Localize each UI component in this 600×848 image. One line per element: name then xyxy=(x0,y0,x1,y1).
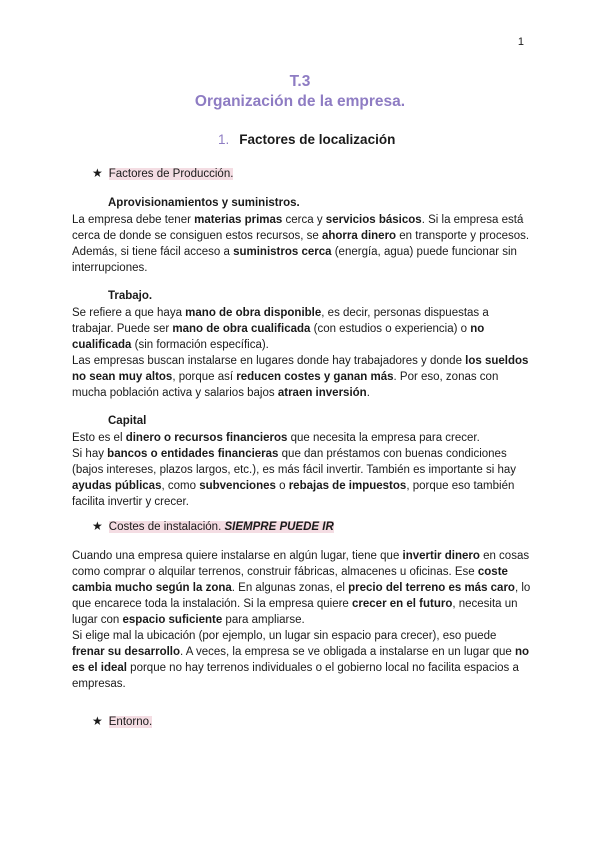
aprovisionamientos-heading: Aprovisionamientos y suministros. xyxy=(108,197,300,209)
trabajo-paragraph-1: Se refiere a que haya mano de obra disponible, es decir, personas dispuestas a trabajar. Puede ser mano de obra cualificada (con estudios o experiencia) o no cualificada (sin formación específica). xyxy=(72,307,489,351)
aprovisionamientos-paragraph: La empresa debe tener materias primas cerca y servicios básicos. Si la empresa está cerca de donde se consiguen estos recursos, se ahorra dinero en transporte y procesos. Además, si tiene fácil acceso a suministros cerca (energía, agua) puede funcionar sin interrupciones. xyxy=(72,214,530,274)
document-title xyxy=(0,72,600,112)
section-label: Factores de localización xyxy=(239,132,396,147)
trabajo-heading: Trabajo. xyxy=(108,290,153,302)
page-number: 1 xyxy=(517,36,524,48)
bullet-label: Costes de instalación. SIEMPRE PUEDE IR xyxy=(108,521,334,533)
star-icon: ★ xyxy=(92,166,103,180)
section-heading xyxy=(218,132,395,147)
capital-paragraph-2: Si hay bancos o entidades financieras que dan préstamos con buenas condiciones (bajos intereses, plazos largos, etc.), es más fácil invertir. También es importante si hay ayudas públicas, como subvenciones o rebajas de impuestos, porque eso también facilita invertir y crecer. xyxy=(72,448,517,508)
costes-paragraph-2: Si elige mal la ubicación (por ejemplo, un lugar sin espacio para crecer), eso puede frenar su desarrollo. A veces, la empresa se ve obligada a instalarse en un lugar que no es el ideal porque no hay terrenos individuales o el gobierno local no facilita espacios a empresas. xyxy=(72,630,530,690)
trabajo-paragraph-2: Las empresas buscan instalarse en lugares donde hay trabajadores y donde los sueldos no sean muy altos, porque así reducen costes y ganan más. Por eso, zonas con mucha población activa y salarios bajos atraen inversión. xyxy=(72,355,529,399)
capital-paragraph-1: Esto es el dinero o recursos financieros que necesita la empresa para crecer. xyxy=(72,432,480,444)
capital-heading: Capital xyxy=(108,415,147,427)
bullet-entorno xyxy=(92,714,152,728)
title-line-2: Organización de la empresa. xyxy=(194,93,406,110)
bullet-label: Entorno. xyxy=(108,716,153,728)
bullet-factores-produccion xyxy=(92,166,233,180)
star-icon: ★ xyxy=(92,519,103,533)
bullet-label: Factores de Producción. xyxy=(108,168,234,180)
section-number: 1. xyxy=(218,132,230,147)
star-icon: ★ xyxy=(92,714,103,728)
title-line-1: T.3 xyxy=(289,73,311,90)
costes-paragraph-1: Cuando una empresa quiere instalarse en algún lugar, tiene que invertir dinero en cosas como comprar o alquilar terrenos, construir fábricas, almacenes u oficinas. Ese coste cambia mucho según la zona. En algunas zonas, el precio del terreno es más caro, lo que encarece toda la instalación. Si la empresa quiere crecer en el futuro, necesita un lugar con espacio suficiente para ampliarse. xyxy=(72,550,531,626)
bullet-costes-instalacion xyxy=(92,519,334,533)
